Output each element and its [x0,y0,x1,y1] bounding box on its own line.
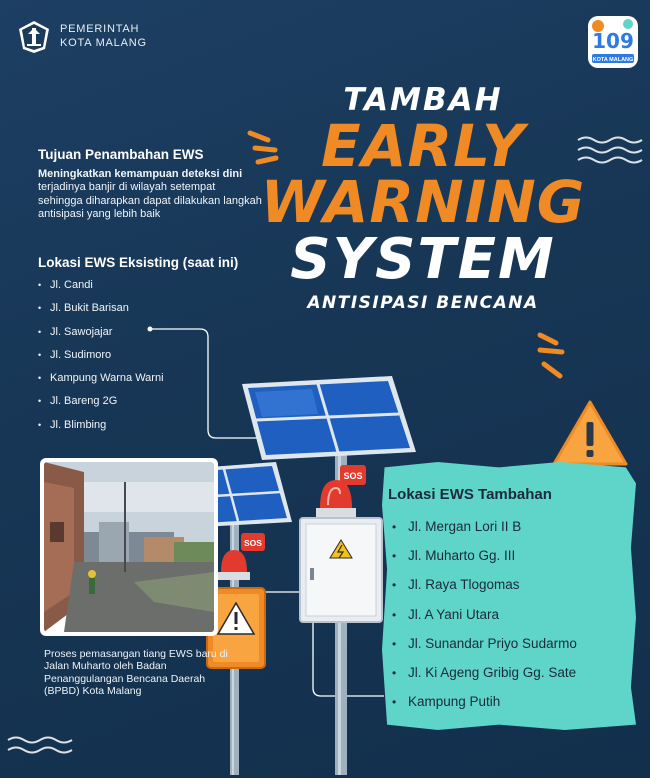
badge-city: KOTA MALANG [592,57,634,63]
sos-sign [340,465,366,485]
existing-heading: Lokasi EWS Eksisting (saat ini) [38,255,239,270]
org-line-1: PEMERINTAH [60,23,140,35]
list-item: • Jl. Ki Ageng Gribig Gg. Sate [392,664,577,693]
installation-photo-card [40,458,218,636]
purpose-body [38,168,263,222]
title-line-4: SYSTEM [290,227,556,292]
list-item: • Kampung Putih [392,693,577,722]
org-line-2: KOTA MALANG [60,37,147,49]
warning-triangle-icon [552,400,628,468]
existing-list [38,277,164,440]
list-item: • Jl. Sunandar Priyo Sudarmo [392,635,577,664]
list-item: • Jl. A Yani Utara [392,606,577,635]
org-name [60,22,147,50]
purpose-heading: Tujuan Penambahan EWS [38,147,204,162]
sos-label: SOS [343,471,363,481]
wave-icon [8,738,72,753]
installation-photo [44,462,214,632]
title-line-2: EARLY [320,112,526,180]
additional-heading: Lokasi EWS Tambahan [388,486,552,503]
list-item: • Kampung Warna Warni [38,370,164,393]
electric-box-icon [300,518,382,622]
solar-panel-icon [242,376,416,460]
badge-number: 109 [592,29,634,53]
sos-label: SOS [244,538,262,548]
list-item: • Jl. Mergan Lori II B [392,518,577,547]
list-item: • Jl. Sawojajar [38,324,164,347]
anniversary-badge-icon [586,12,640,70]
title-subtitle: ANTISIPASI BENCANA [307,293,539,313]
main-title [258,82,588,314]
siren-icon [316,480,356,518]
siren-icon [218,550,250,580]
list-item: • Jl. Candi [38,277,164,300]
additional-list [392,518,577,722]
list-item: • Jl. Muharto Gg. III [392,547,577,576]
purpose-body-rest: terjadinya banjir di wilayah setempat sehingga diharapkan dapat dilakukan langkah antisipasi yang lebih baik [38,181,262,221]
sos-sign [241,533,265,551]
title-line-3: WARNING [260,168,586,236]
city-emblem-icon [18,20,50,54]
list-item: • Jl. Raya Tlogomas [392,576,577,605]
list-item: • Jl. Bukit Barisan [38,300,164,323]
list-item: • Jl. Sudimoro [38,347,164,370]
title-line-1: TAMBAH [343,82,503,118]
list-item: • Jl. Bareng 2G [38,393,164,416]
list-item: • Jl. Blimbing [38,417,164,440]
photo-caption: Proses pemasangan tiang EWS baru di Jalan Muharto oleh Badan Penanggulangan Bencana Daerah (BPBD) Kota Malang [44,648,228,698]
purpose-body-bold: Meningkatkan kemampuan deteksi dini [38,168,243,180]
